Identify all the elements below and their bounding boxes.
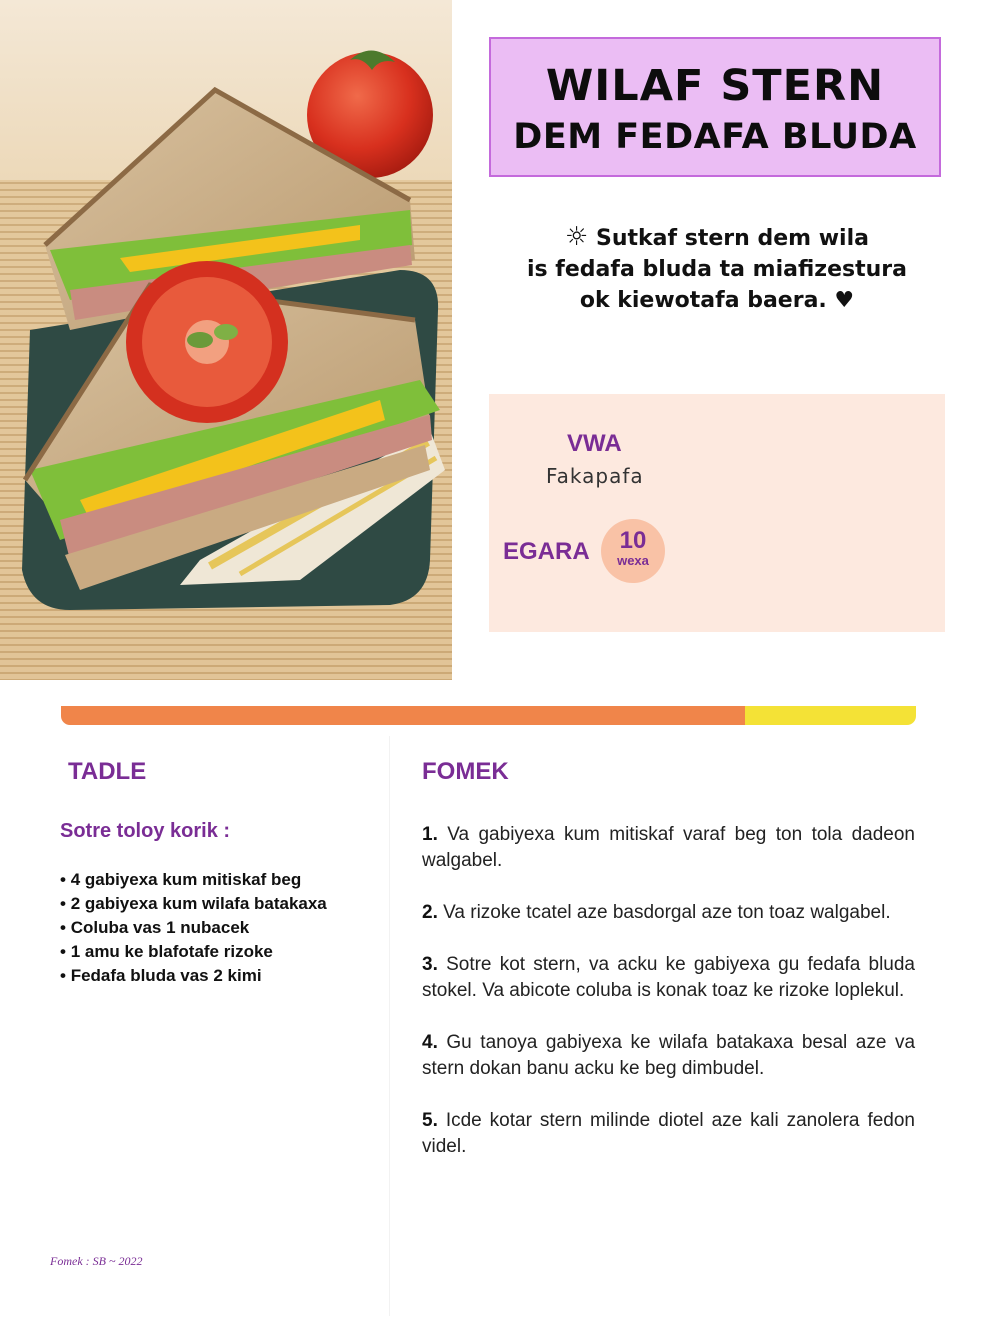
- step-number: 2.: [422, 902, 438, 923]
- step-text: Va gabiyexa kum mitiskaf varaf beg ton tola dadeon walgabel.: [422, 824, 916, 871]
- list-item: • Coluba vas 1 nubacek: [60, 916, 327, 940]
- vwa-value: Fakapafa: [546, 464, 644, 488]
- time-badge: [601, 519, 665, 583]
- recipe-intro: [489, 222, 945, 316]
- time-unit: wexa: [617, 553, 649, 568]
- divider-yellow-segment: [745, 706, 916, 725]
- method-step: [422, 900, 915, 926]
- list-item: • 1 amu ke blafotafe rizoke: [60, 940, 327, 964]
- time-value: 10: [619, 527, 647, 554]
- divider-orange-segment: [61, 706, 745, 725]
- column-divider: [389, 736, 390, 1316]
- step-number: 1.: [422, 824, 438, 845]
- method-step: [422, 1108, 915, 1160]
- step-text: Icde kotar stern milinde diotel aze kali zanolera fedon videl.: [422, 1110, 915, 1157]
- vwa-label: VWA: [567, 430, 622, 457]
- method-step: [422, 1030, 915, 1082]
- recipe-title-line1: WILAF STERN: [545, 61, 885, 111]
- section-divider-bar: [61, 706, 916, 725]
- step-text: Gu tanoya gabiyexa ke wilafa batakaxa besal aze va stern dokan banu acku ke beg dimbudel.: [422, 1032, 916, 1079]
- intro-line2: is fedafa bluda ta miafizestura: [527, 257, 907, 282]
- step-number: 3.: [422, 954, 438, 975]
- step-text: Sotre kot stern, va acku ke gabiyexa gu fedafa bluda stokel. Va abicote coluba is konak toaz ke rizoke loplekul.: [422, 954, 916, 1001]
- method-heading: FOMEK: [422, 758, 509, 785]
- ingredients-subtitle: Sotre toloy korik :: [60, 820, 231, 842]
- method-step: [422, 952, 915, 1004]
- intro-line3: ok kiewotafa baera. ♥: [579, 288, 855, 313]
- sandwich-photo: [0, 0, 452, 680]
- method-step: [422, 822, 915, 874]
- recipe-title-line2: DEM FEDAFA BLUDA: [513, 117, 917, 157]
- list-item: • 4 gabiyexa kum mitiskaf beg: [60, 868, 327, 892]
- step-text: Va rizoke tcatel aze basdorgal aze ton toaz walgabel.: [443, 902, 891, 923]
- footer-credit: Fomek : SB ~ 2022: [50, 1254, 143, 1268]
- list-item: • Fedafa bluda vas 2 kimi: [60, 964, 327, 988]
- step-number: 5.: [422, 1110, 438, 1131]
- list-item: • 2 gabiyexa kum wilafa batakaxa: [60, 892, 327, 916]
- ingredients-heading: TADLE: [68, 758, 147, 785]
- method-steps: [422, 822, 915, 1186]
- recipe-title-box: [489, 37, 941, 177]
- recipe-info-box: [489, 394, 945, 632]
- egara-label: EGARA: [503, 538, 590, 565]
- ingredients-list: [60, 868, 327, 988]
- sun-icon: ☼: [565, 222, 589, 252]
- intro-line1: Sutkaf stern dem wila: [596, 226, 869, 251]
- step-number: 4.: [422, 1032, 438, 1053]
